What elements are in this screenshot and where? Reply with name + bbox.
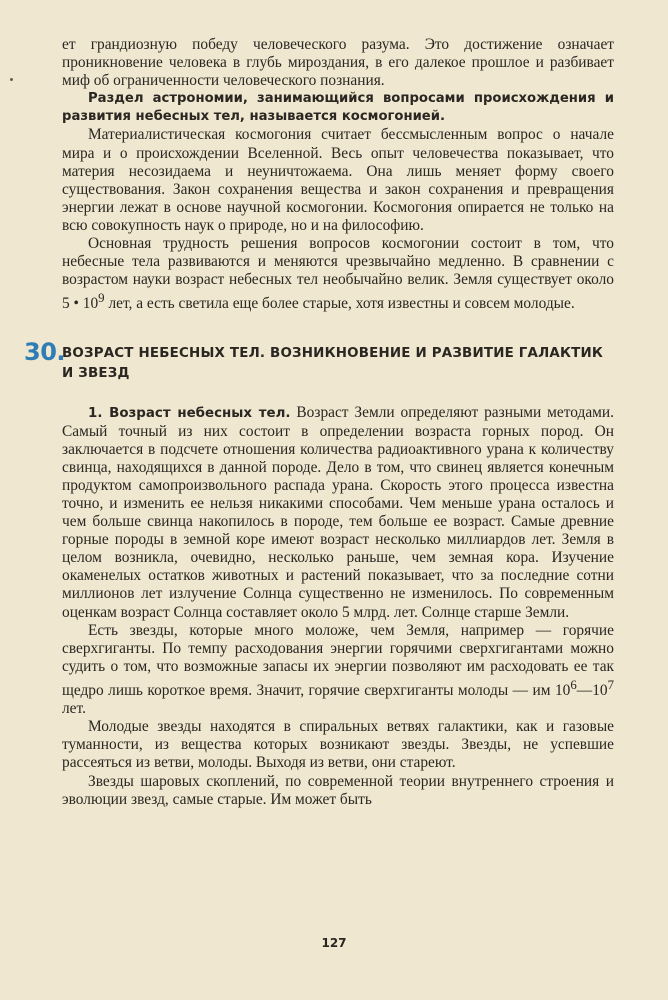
- paragraph-materialist-cosmogony: Материалистическая космогония считает бессмысленным вопрос о начале мира и о происхождении Вселенной. Весь опыт человечества показывает, что материя несозидаема и неуничтожаема. Она лишь меняет форму своего существования. Закон сохранения вещества и закон сохранения и превращения энергии лежат в основе научной космогонии. Космогония опирается не только на всю совокупность наук о природе, но и на философию.: [62, 126, 614, 234]
- page-number: 127: [321, 936, 347, 950]
- exponent: 7: [607, 677, 614, 692]
- page-content: [24, 36, 614, 809]
- text-run: Возраст Земли определяют разными методами. Самый точный из них состоит в определении возраста горных пород. Он заключается в подсчете отношения количества радиоактивного урана к количеству свинца, находящихся в данной породе. Дело в том, что свинец является конечным продуктом самопроизвольного распада урана. Скорость этого процесса известна точно, и изменить ее нельзя никакими способами. Чем меньше урана осталось и чем больше свинца накопилось в породе, тем больше ее возраст. Самые древние горные породы в земной коре имеют возраст несколько миллиардов лет. Земля в целом возникла, очевидно, несколько раньше, чем земная кора. Изучение окаменелых остатков животных и растений показывает, что за последние сотни миллионов лет излучение Солнца существенно не изменилось. По современным оценкам возраст Солнца составляет около 5 млрд. лет. Солнце старше Земли.: [62, 403, 614, 621]
- subsection-heading: 1. Возраст небесных тел.: [88, 405, 291, 421]
- paragraph-globular-clusters: Звезды шаровых скоплений, по современной теории внутреннего строения и эволюции звезд, самые старые. Им может быть: [62, 772, 614, 808]
- paragraph-supergiants: [62, 622, 614, 719]
- paragraph-intro-continuation: ет грандиозную победу человеческого разума. Это достижение означает проникновение человека в глубь мироздания, в его далекое прошлое и разбивает миф об ограниченности человеческого познания.: [62, 36, 614, 90]
- paragraph-young-stars: Молодые звезды находятся в спиральных ветвях галактики, как и газовые туманности, из вещества которых возникают звезды. Звезды, не успевшие рассеяться из ветви, молоды. Выходя из ветви, они стареют.: [62, 718, 614, 772]
- exponent: 6: [570, 677, 577, 692]
- paragraph-age-of-bodies: [62, 404, 614, 622]
- paper-speck: [10, 78, 13, 81]
- text-run: —10: [576, 682, 608, 700]
- text-run: Основная трудность решения вопросов космогонии состоит в том, что небесные тела развиваются и меняются чрезвычайно медленно. В сравнении с возрастом науки возраст небесных тел необычайно велик. Земля существует около 5 • 10: [62, 235, 614, 313]
- text-run: Есть звезды, которые много моложе, чем Земля, например — горячие сверхгиганты. По темпу расходования энергии горячими сверхгигантами можно судить о том, что возможные запасы их энергии позволяют им расходовать ее так щедро лишь короткое время. Значит, горячие сверхгиганты молоды — им 10: [62, 621, 614, 700]
- definition-cosmogony: Раздел астрономии, занимающийся вопросами происхождения и развития небесных тел, называется космогонией.: [62, 91, 614, 125]
- section-heading: [24, 337, 614, 390]
- section-title: ВОЗРАСТ НЕБЕСНЫХ ТЕЛ. ВОЗНИКНОВЕНИЕ И РАЗВИТИЕ ГАЛАКТИК И ЗВЕЗД: [62, 345, 604, 381]
- paragraph-main-difficulty: [62, 235, 614, 314]
- text-run: лет, а есть светила еще более старые, хотя известны и совсем молодые.: [104, 295, 575, 313]
- section-number: 30.: [24, 337, 66, 366]
- exponent: 9: [98, 291, 105, 306]
- text-run: лет.: [62, 700, 86, 718]
